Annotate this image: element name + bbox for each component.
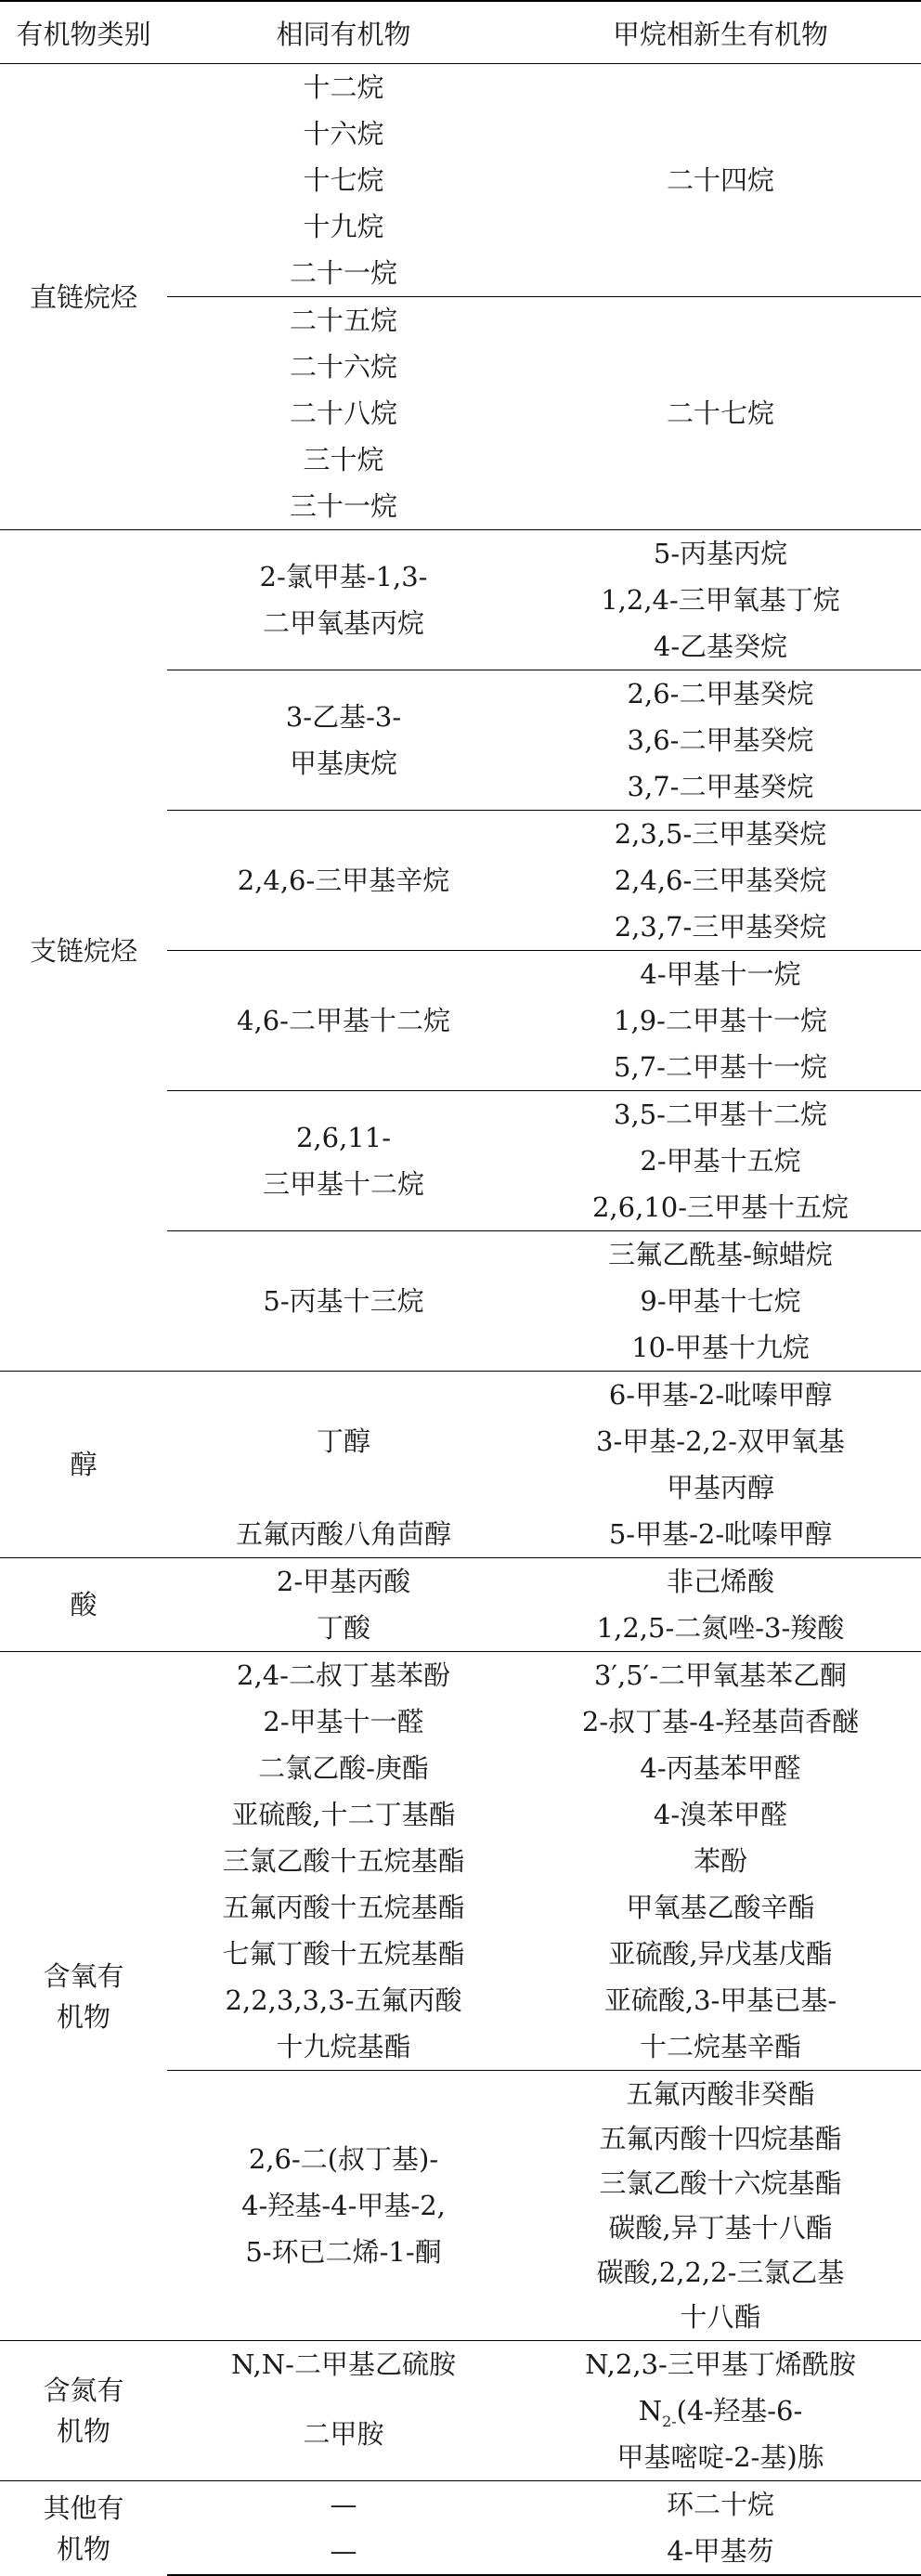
new-cell: 4-溴苯甲醛 [653,1799,788,1830]
table-row [0,64,921,297]
new-cell: 2,6-二甲基癸烷 3,6-二甲基癸烷 3,7-二甲基癸烷 [520,670,921,811]
new-cell: 二十七烷 [520,297,921,530]
new-cell: 3′,5′-二甲氧基苯乙酮 [520,1652,921,1699]
new-cell: 5-甲基-2-吡嗪甲醇 [608,1518,833,1550]
header-category: 有机物类别 [0,1,167,64]
same-cell: 七氟丁酸十五烷基酯 [222,1938,465,1970]
category-oxygen-compounds: 含氧有 机物 [0,1652,167,2341]
same-cell: 亚硫酸,十二丁基酯 [231,1799,456,1830]
new-cell: 3,5-二甲基十二烷 2-甲基十五烷 2,6,10-三甲基十五烷 [520,1091,921,1231]
table-row [0,1558,921,1606]
new-cell: 4-丙基苯甲醛 [640,1752,801,1784]
new-cell: 苯酚 [693,1845,747,1877]
new-cell: 6-甲基-2-吡嗪甲醇 [520,1372,921,1419]
new-cell: 5-丙基丙烷 1,2,4-三甲氧基丁烷 4-乙基癸烷 [520,530,921,670]
same-cell: 2,6-二(叔丁基)- 4-羟基-4-甲基-2, 5-环已二烯-1-酮 [167,2071,520,2341]
new-cell: 二十四烷 [520,64,921,297]
nitrogen-rest: (4-羟基-6- [676,2395,803,2426]
same-cell: 五氟丙酸八角茴醇 [235,1518,451,1550]
header-row [0,1,921,64]
same-cell: 二氯乙酸-庚酯 [258,1752,429,1784]
same-cell: — [167,2481,520,2529]
category-straight-alkanes: 直链烷烃 [0,64,167,530]
new-cell: 甲氧基乙酸辛酯 [626,1892,815,1923]
new-cell: 4-甲基十一烷 1,9-二甲基十一烷 5,7-二甲基十一烷 [520,951,921,1091]
category-other-compounds: 其他有 机物 [0,2481,167,2576]
same-cell: 2,2,3,3,3-五氟丙酸 十九烷基酯 [225,1984,462,2062]
same-cell: 4,6-二甲基十二烷 [167,951,520,1091]
same-cell: 2,4,6-三甲基辛烷 [167,811,520,951]
new-cell: 3-甲基-2,2-双甲氧基 甲基丙醇 [596,1425,845,1503]
same-cell: 五氟丙酸十五烷基酯 [222,1892,465,1923]
new-cell: 亚硫酸,异戊基戊酯 [608,1938,833,1970]
header-same-compounds: 相同有机物 [167,1,520,64]
new-cell: 亚硫酸,3-甲基已基- 十二烷基辛酯 [603,1984,837,2062]
table-row [0,530,921,670]
new-cell: $N_{2-}(4-$羟基-6- 甲基嘧啶-2-基)胨 [616,2395,824,2473]
new-cell: 三氟乙酰基-鲸蜡烷 9-甲基十七烷 10-甲基十九烷 [520,1231,921,1372]
table-row [0,1652,921,1699]
same-cell: 2-甲基丙酸 [167,1558,520,1606]
new-cell: N,2,3-三甲基丁烯酰胺 [520,2341,921,2388]
nitrogen-subscript: 2- [662,2412,677,2430]
same-cell: 2,6,11- 三甲基十二烷 [167,1091,520,1231]
category-alcohols: 醇 [0,1372,167,1558]
table-row [0,1372,921,1419]
same-cell: 5-丙基十三烷 [167,1231,520,1372]
same-cell: 2-甲基十一醛 [263,1706,424,1737]
table-row [0,2481,921,2529]
category-acids: 酸 [0,1558,167,1652]
same-cell: 2-氯甲基-1,3- 二甲氧基丙烷 [167,530,520,670]
same-cell: N,N-二甲基乙硫胺 [167,2341,520,2388]
same-cell: 二十五烷 二十六烷 二十八烷 三十烷 三十一烷 [167,297,520,530]
same-cell: 三氯乙酸十五烷基酯 [222,1845,465,1877]
nitrogen-prefix: N [638,2395,663,2426]
same-cell: 丁酸 [316,1612,370,1644]
same-cell: 2,4-二叔丁基苯酚 [167,1652,520,1699]
new-cell: 环二十烷 [520,2481,921,2529]
category-branched-alkanes: 支链烷烃 [0,530,167,1372]
new-cell: 2-叔丁基-4-羟基茴香醚 [581,1706,860,1737]
new-cell: 1,2,5-二氮唑-3-羧酸 [596,1612,845,1644]
header-new-compounds: 甲烷相新生有机物 [520,1,921,64]
new-cell: 五氟丙酸非癸酯 五氟丙酸十四烷基酯 三氯乙酸十六烷基酯 碳酸,异丁基十八酯 碳酸,2,2,2-三氯乙基 十八酯 [520,2071,921,2341]
table-row [0,2341,921,2388]
same-cell: — [167,2528,520,2575]
same-cell: 二甲胺 [303,2418,384,2450]
same-cell: 十二烷 十六烷 十七烷 十九烷 二十一烷 [167,64,520,297]
same-cell: 3-乙基-3- 甲基庚烷 [167,670,520,811]
new-cell: 4-甲基芴 [520,2528,921,2575]
new-cell: 2,3,5-三甲基癸烷 2,4,6-三甲基癸烷 2,3,7-三甲基癸烷 [520,811,921,951]
new-cell: 非己烯酸 [520,1558,921,1606]
category-nitrogen-compounds: 含氮有 机物 [0,2341,167,2481]
same-cell: 丁醇 [167,1372,520,1512]
